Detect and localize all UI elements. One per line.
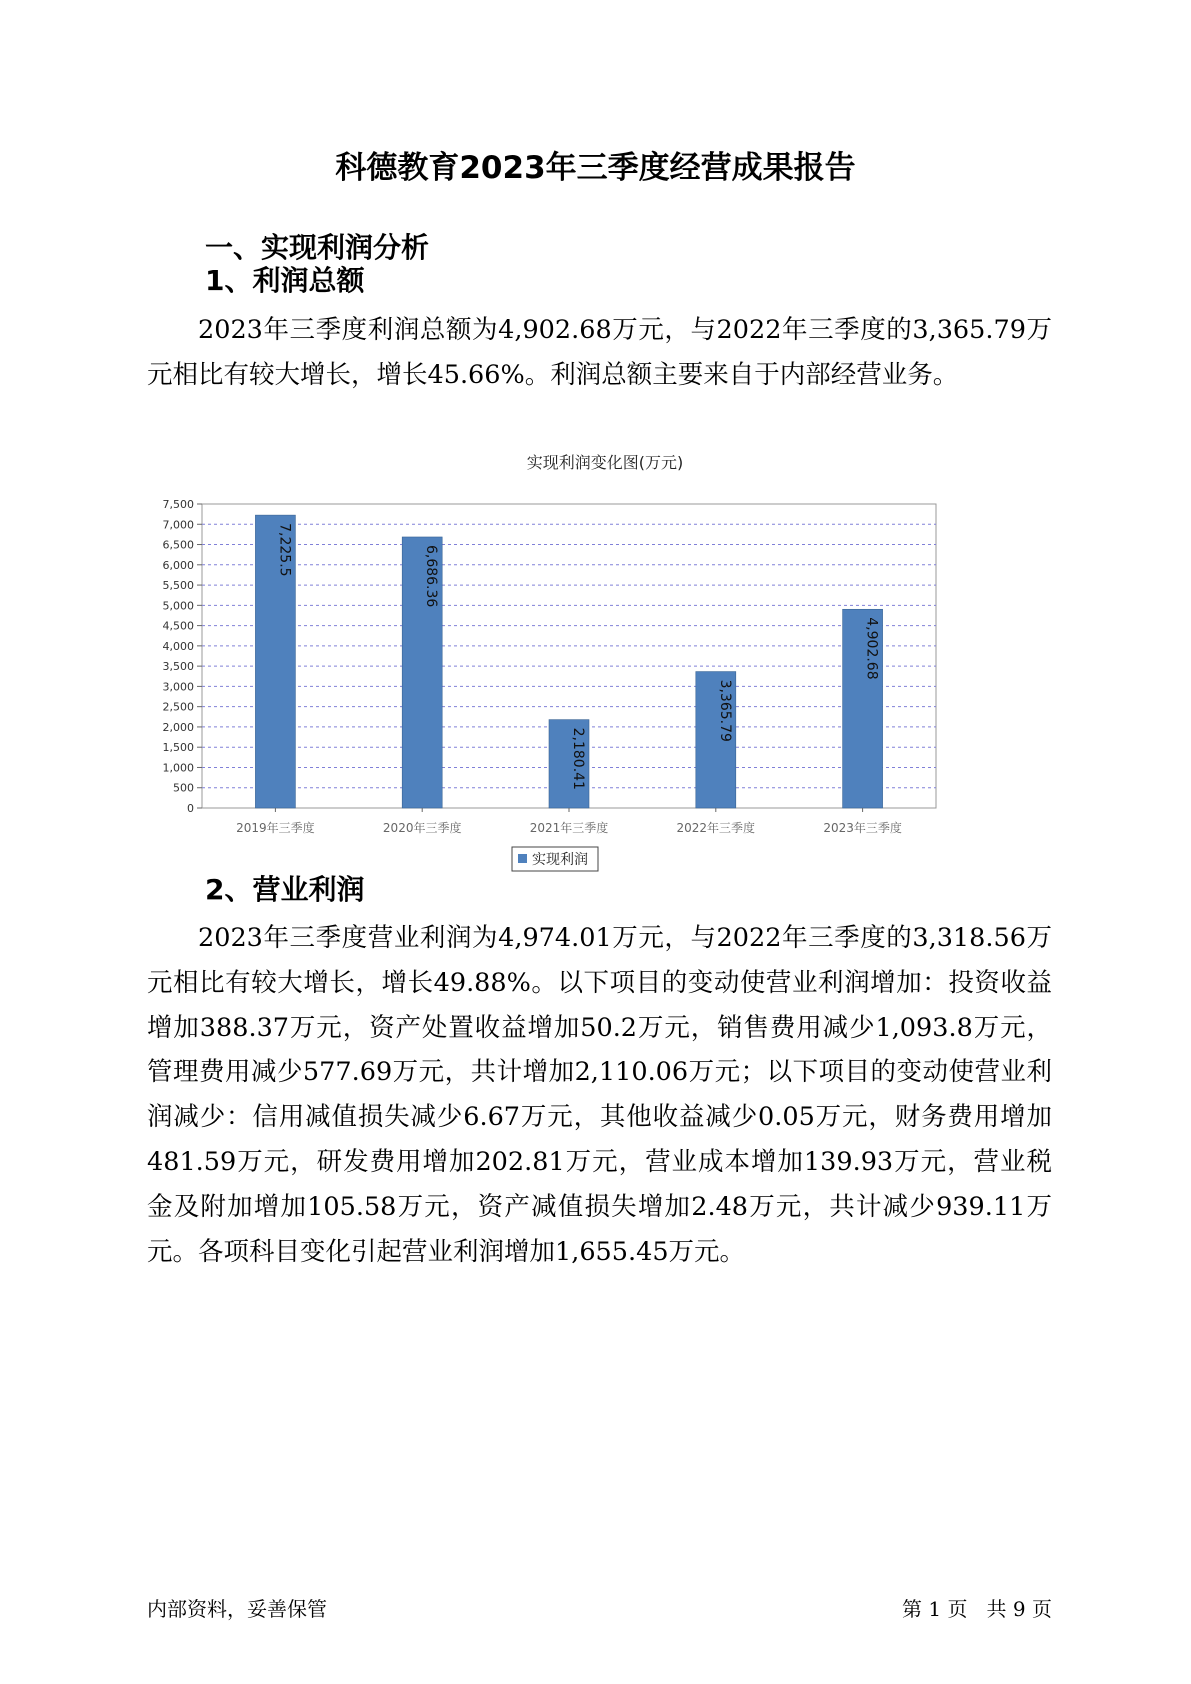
section-heading-profit-analysis: 一、实现利润分析 [205,231,430,264]
data-label: 2,180.41 [570,727,586,790]
paragraph-total-profit: 2023年三季度利润总额为4,902.68万元，与2022年三季度的3,365.79万元相比有较大增长，增长45.66%。利润总额主要来自于内部经营业务。 [147,315,1052,390]
data-label: 4,902.68 [863,617,880,680]
footer-confidential-note: 内部资料，妥善保管 [147,1597,327,1621]
y-tick-label: 3,000 [162,680,194,694]
chart-legend [512,847,598,871]
y-tick-label: 0 [187,802,194,815]
y-tick-label: 6,000 [162,558,194,572]
document-title: 科德教育2023年三季度经营成果报告 [335,150,856,186]
x-tick-label: 2023年三季度 [823,821,902,835]
y-tick-label: 5,000 [162,599,194,613]
y-tick-label: 1,500 [162,741,194,755]
y-tick-label: 5,500 [162,579,194,593]
y-axis-ticks [163,498,203,815]
x-tick-label: 2019年三季度 [236,821,315,835]
subheading-operating-profit: 2、营业利润 [205,873,365,906]
chart-title: 实现利润变化图(万元) [526,453,684,472]
y-tick-label: 1,000 [162,761,194,775]
x-tick-label: 2020年三季度 [382,821,462,835]
profit-bar-chart [150,444,1050,899]
x-tick-label: 2021年三季度 [529,821,609,835]
legend-label: 实现利润 [532,852,588,868]
y-tick-label: 2,000 [162,720,194,734]
legend-swatch [518,854,527,863]
y-tick-label: 7,000 [162,518,194,532]
profit-chart [150,444,1050,899]
data-label: 3,365.79 [716,679,733,742]
y-tick-label: 3,500 [162,660,194,674]
footer-page-number: 第 1 页 共 9 页 [902,1597,1052,1621]
x-tick-label: 2022年三季度 [676,821,756,835]
y-tick-label: 2,500 [162,700,194,714]
y-tick-label: 7,500 [162,498,194,511]
paragraph-operating-profit: 2023年三季度营业利润为4,974.01万元，与2022年三季度的3,318.56万元相比有较大增长，增长49.88%。以下项目的变动使营业利润增加：投资收益增加388.37万元，资产处置收益增加50.2万元，销售费用减少1,093.8万元，管理费用减少577.69万元，共计增加2,110.06万元；以下项目的变动使营业利润减少：信用减值损失减少6.67万元，其他收益减少0.05万元，财务费用增加481.59万元，研发费用增加202.81万元，营业成本增加139.93万元，营业税金及附加增加105.58万元，资产减值损失增加2.48万元，共计减少939.11万元。各项科目变化引起营业利润增加1,655.45万元。 [147,923,1052,1267]
y-tick-label: 4,000 [162,639,194,653]
y-tick-label: 4,500 [162,619,194,633]
data-label: 7,225.5 [276,523,293,577]
data-label: 6,686.36 [423,544,440,608]
y-tick-label: 500 [173,781,194,795]
subheading-total-profit: 1、利润总额 [205,264,365,297]
y-tick-label: 6,500 [162,538,194,552]
x-axis-ticks [236,808,902,835]
